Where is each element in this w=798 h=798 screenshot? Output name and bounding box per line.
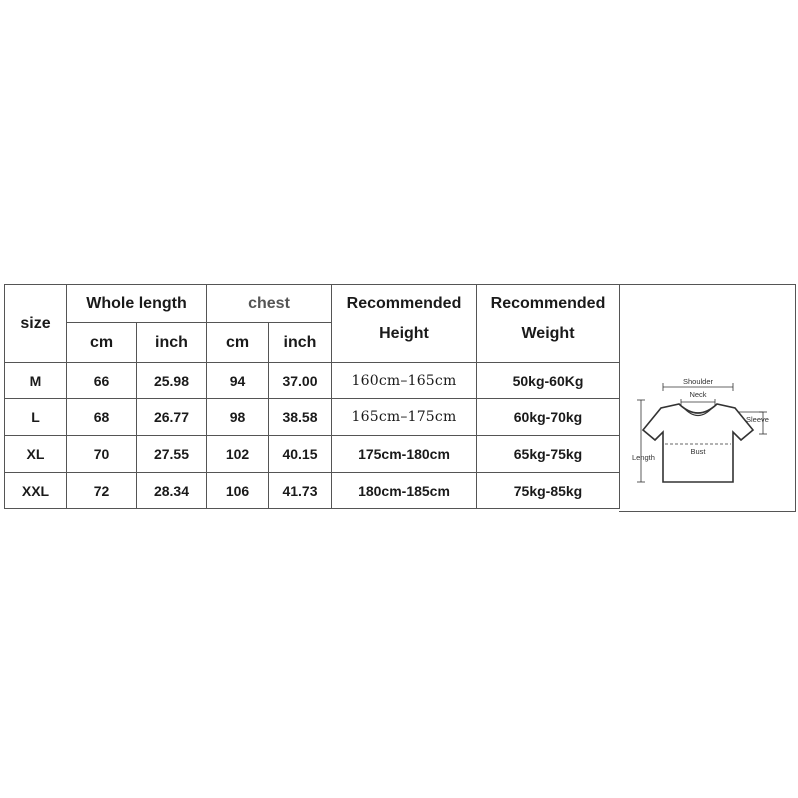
shoulder-label: Shoulder <box>682 377 714 386</box>
cell-chest-inch: 40.15 <box>269 436 332 473</box>
cell-length-inch: 26.77 <box>137 399 207 436</box>
cell-chest-inch: 41.73 <box>269 473 332 509</box>
cell-length-cm: 72 <box>67 473 137 509</box>
tshirt-measurement-diagram <box>631 370 781 510</box>
cell-weight: 50kg-60Kg <box>477 363 620 399</box>
neck-line <box>681 399 715 405</box>
header-rec-weight-bottom: Weight <box>477 323 620 363</box>
table-row <box>5 436 620 473</box>
size-table <box>4 284 620 509</box>
table-row <box>5 363 620 399</box>
cell-weight: 60kg-70kg <box>477 399 620 436</box>
header-unit-inch-length: inch <box>137 323 207 363</box>
length-label: Length <box>632 453 655 462</box>
header-rec-height-bottom: Height <box>332 323 477 363</box>
header-unit-inch-chest: inch <box>269 323 332 363</box>
header-whole-length: Whole length <box>67 285 207 323</box>
cell-chest-inch: 38.58 <box>269 399 332 436</box>
bust-label: Bust <box>690 447 706 456</box>
cell-size: XXL <box>5 473 67 509</box>
cell-length-cm: 68 <box>67 399 137 436</box>
cell-chest-cm: 106 <box>207 473 269 509</box>
cell-chest-inch: 37.00 <box>269 363 332 399</box>
header-rec-height-top: Recommended <box>332 285 477 323</box>
cell-length-inch: 28.34 <box>137 473 207 509</box>
cell-height: 160cm–165cm <box>332 363 477 399</box>
cell-size: XL <box>5 436 67 473</box>
cell-height: 180cm-185cm <box>332 473 477 509</box>
cell-chest-cm: 94 <box>207 363 269 399</box>
table-row <box>5 473 620 509</box>
cell-length-inch: 27.55 <box>137 436 207 473</box>
cell-chest-cm: 102 <box>207 436 269 473</box>
sleeve-label: Sleeve <box>746 415 769 424</box>
header-chest: chest <box>207 285 332 323</box>
cell-length-cm: 70 <box>67 436 137 473</box>
header-rec-weight-top: Recommended <box>477 285 620 323</box>
header-size: size <box>5 285 67 363</box>
cell-length-inch: 25.98 <box>137 363 207 399</box>
header-unit-cm-length: cm <box>67 323 137 363</box>
length-line <box>637 400 645 482</box>
cell-size: M <box>5 363 67 399</box>
cell-chest-cm: 98 <box>207 399 269 436</box>
cell-weight: 75kg-85kg <box>477 473 620 509</box>
cell-length-cm: 66 <box>67 363 137 399</box>
table-row <box>5 399 620 436</box>
cell-size: L <box>5 399 67 436</box>
header-unit-cm-chest: cm <box>207 323 269 363</box>
cell-weight: 65kg-75kg <box>477 436 620 473</box>
neck-label: Neck <box>689 390 707 399</box>
collar <box>683 407 713 416</box>
cell-height: 165cm–175cm <box>332 399 477 436</box>
cell-height: 175cm-180cm <box>332 436 477 473</box>
